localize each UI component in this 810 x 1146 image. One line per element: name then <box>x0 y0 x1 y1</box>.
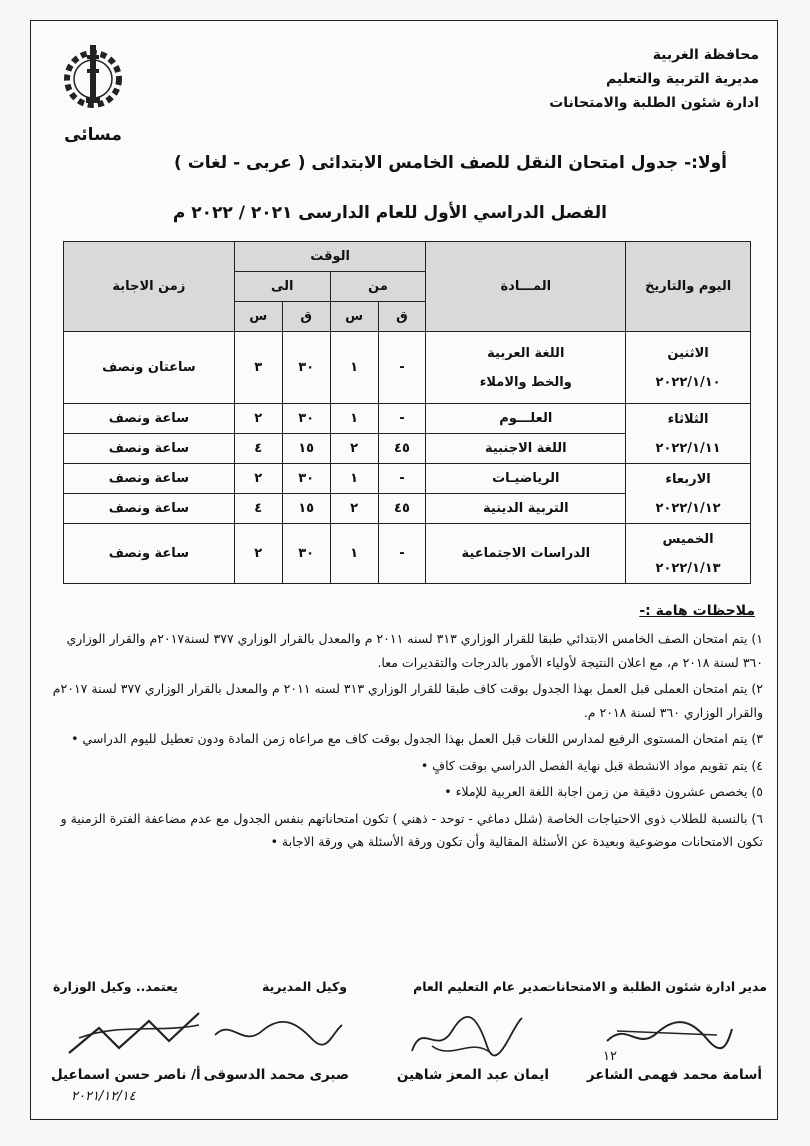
to-hour: ٣ <box>234 332 282 404</box>
signature-mark <box>597 1011 737 1061</box>
subject-name: اللغة الاجنبية <box>426 434 626 464</box>
duration: ساعة ونصف <box>64 404 235 434</box>
day-date-cell <box>626 404 751 464</box>
to-hour: ٢ <box>234 464 282 494</box>
signatory-name: أسامة محمد فهمى الشاعر <box>586 1067 762 1083</box>
to-hour: ٤ <box>234 494 282 524</box>
exam-date: ٢٠٢٢/١/١٢ <box>655 500 721 516</box>
subject-name: اللغة العربية <box>487 345 565 361</box>
header-duration: زمن الاجابة <box>64 242 235 332</box>
to-minute: ٣٠ <box>282 404 330 434</box>
to-minute: ١٥ <box>282 494 330 524</box>
subject-name: الرياضيـات <box>426 464 626 494</box>
header-to-hour: س <box>234 302 282 332</box>
from-minute: - <box>378 524 426 584</box>
table-row <box>64 524 751 584</box>
subject-name: الدراسات الاجتماعية <box>426 524 626 584</box>
table-row <box>64 404 751 434</box>
signature-title: مدير ادارة شئون الطلبة و الامتحانات <box>543 979 767 994</box>
day-name: الاثنين <box>667 345 709 361</box>
header-block <box>549 43 759 115</box>
note-item: ٥) يخصص عشرون دقيقة من زمن اجابة اللغة العربية للإملاء • <box>444 784 763 799</box>
exam-date: ٢٠٢٢/١/١٠ <box>655 374 721 390</box>
subject-name: التربية الدينية <box>426 494 626 524</box>
duration: ساعتان ونصف <box>64 332 235 404</box>
from-hour: ٢ <box>330 434 378 464</box>
signature-names <box>43 1067 767 1087</box>
note-item: ١) يتم امتحان الصف الخامس الابتدائي طبقا للقرار الوزاري ٣١٣ لسنه ٢٠١١ م والمعدل بالقرار الوزاري ٣٧٧ لسنة٢٠١٧م والقرار الوزاري ٣٦٠ لسنة ٢٠١٨ م، مع اعلان النتيجة لأولياء الأمور بالدرجات والتقديرات معا. <box>66 631 763 670</box>
day-date-cell <box>626 332 751 404</box>
from-hour: ١ <box>330 524 378 584</box>
to-hour: ٢ <box>234 404 282 434</box>
table-row <box>64 464 751 494</box>
header-day-date: اليوم والتاريخ <box>626 242 751 332</box>
duration: ساعة ونصف <box>64 524 235 584</box>
handwritten-date: ٢٠٢١/١٢/١٤ <box>71 1089 136 1104</box>
note-item: ٢) يتم امتحان العملى قبل العمل بهذا الجدول بوقت كاف طبقا للقرار الوزاري ٣١٣ لسنه ٢٠١١ م والمعدل بالقرار الوزاري ٣٧٧ لسنة ٢٠١٧م والقرار الوزاري ٣٦٠ لسنة ٢٠١٨ م. <box>52 681 763 720</box>
subject-name: العلـــوم <box>426 404 626 434</box>
from-hour: ١ <box>330 332 378 404</box>
hand-number: ١٢ <box>603 1049 617 1064</box>
directorate: مديرية التربية والتعليم <box>606 71 759 87</box>
to-hour: ٤ <box>234 434 282 464</box>
exam-date: ٢٠٢٢/١/١٣ <box>655 560 721 576</box>
day-name: الاربعاء <box>665 471 711 487</box>
signatory-name: ايمان عبد المعز شاهين <box>396 1067 549 1083</box>
from-minute: - <box>378 404 426 434</box>
signature-mark <box>59 1003 209 1063</box>
exam-schedule-table <box>63 241 751 584</box>
duration: ساعة ونصف <box>64 434 235 464</box>
to-minute: ٣٠ <box>282 332 330 404</box>
signature-title: مدير عام التعليم العام <box>413 979 547 994</box>
administration: ادارة شئون الطلبة والامتحانات <box>549 95 759 111</box>
subject-name-2: والخط والاملاء <box>479 374 572 390</box>
period-label: مسائى <box>64 125 122 145</box>
header-from: من <box>330 272 426 302</box>
gear-tower-icon <box>62 39 124 119</box>
note-item: ٤) يتم تقويم مواد الانشطة قبل نهاية الفصل الدراسي بوقت كافٍ • <box>420 757 763 773</box>
document-page <box>30 20 778 1120</box>
duration: ساعة ونصف <box>64 494 235 524</box>
header-to: الى <box>234 272 330 302</box>
from-minute: ٤٥ <box>378 494 426 524</box>
day-name: الخميس <box>662 531 714 547</box>
title-main: أولا:- جدول امتحان النقل للصف الخامس الابتدائى ( عربى - لغات ) <box>174 153 727 173</box>
header-from-minute: ق <box>378 302 426 332</box>
day-name: الثلاثاء <box>667 411 709 427</box>
governorate: محافظة الغربية <box>652 47 759 63</box>
from-minute: - <box>378 332 426 404</box>
to-minute: ٣٠ <box>282 464 330 494</box>
header-time: الوقت <box>234 242 426 272</box>
subject-cell <box>426 332 626 404</box>
note-item: ٣) يتم امتحان المستوى الرفيع لمدارس اللغات قبل العمل بهذا الجدول بوقت كاف مع مراعاه زمن المادة ودون تعطيل لليوم الدراسي • <box>71 731 763 746</box>
title-term: الفصل الدراسي الأول للعام الدارسى ٢٠٢١ / ٢٠٢٢ م <box>172 203 607 223</box>
from-minute: - <box>378 464 426 494</box>
header-from-hour: س <box>330 302 378 332</box>
header-subject: المـــادة <box>426 242 626 332</box>
logo <box>53 39 133 145</box>
from-minute: ٤٥ <box>378 434 426 464</box>
note-item: ٦) بالنسبة للطلاب ذوى الاحتياجات الخاصة (شلل دماغي - توحد - ذهني ) تكون امتحاناتهم بنفس الجدول مع عدم مضاعفة الفترة الزمنية و تكون الامتحانات موضوعية وبعيدة عن الأسئلة المقالية وأن تكون ورقة الأسئلة هي ورقة الاجابة • <box>60 810 763 849</box>
duration: ساعة ونصف <box>64 464 235 494</box>
from-hour: ٢ <box>330 494 378 524</box>
day-date-cell <box>626 464 751 524</box>
to-minute: ٣٠ <box>282 524 330 584</box>
signature-title: وكيل المديرية <box>262 979 347 994</box>
header-to-minute: ق <box>282 302 330 332</box>
from-hour: ١ <box>330 464 378 494</box>
exam-date: ٢٠٢٢/١/١١ <box>655 440 721 456</box>
day-date-cell <box>626 524 751 584</box>
notes-list <box>43 627 763 857</box>
from-hour: ١ <box>330 404 378 434</box>
signature-mark <box>402 1006 532 1066</box>
signature-titles <box>43 979 767 999</box>
to-hour: ٢ <box>234 524 282 584</box>
signature-mark <box>207 1013 347 1053</box>
to-minute: ١٥ <box>282 434 330 464</box>
signature-title: يعتمد.. وكيل الوزارة <box>53 979 178 994</box>
signatory-name: أ/ ناصر حسن اسماعيل <box>51 1067 201 1083</box>
signatory-name: صبرى محمد الدسوقى <box>203 1067 349 1083</box>
notes-title: ملاحظات هامة :- <box>639 603 755 619</box>
table-row <box>64 332 751 404</box>
